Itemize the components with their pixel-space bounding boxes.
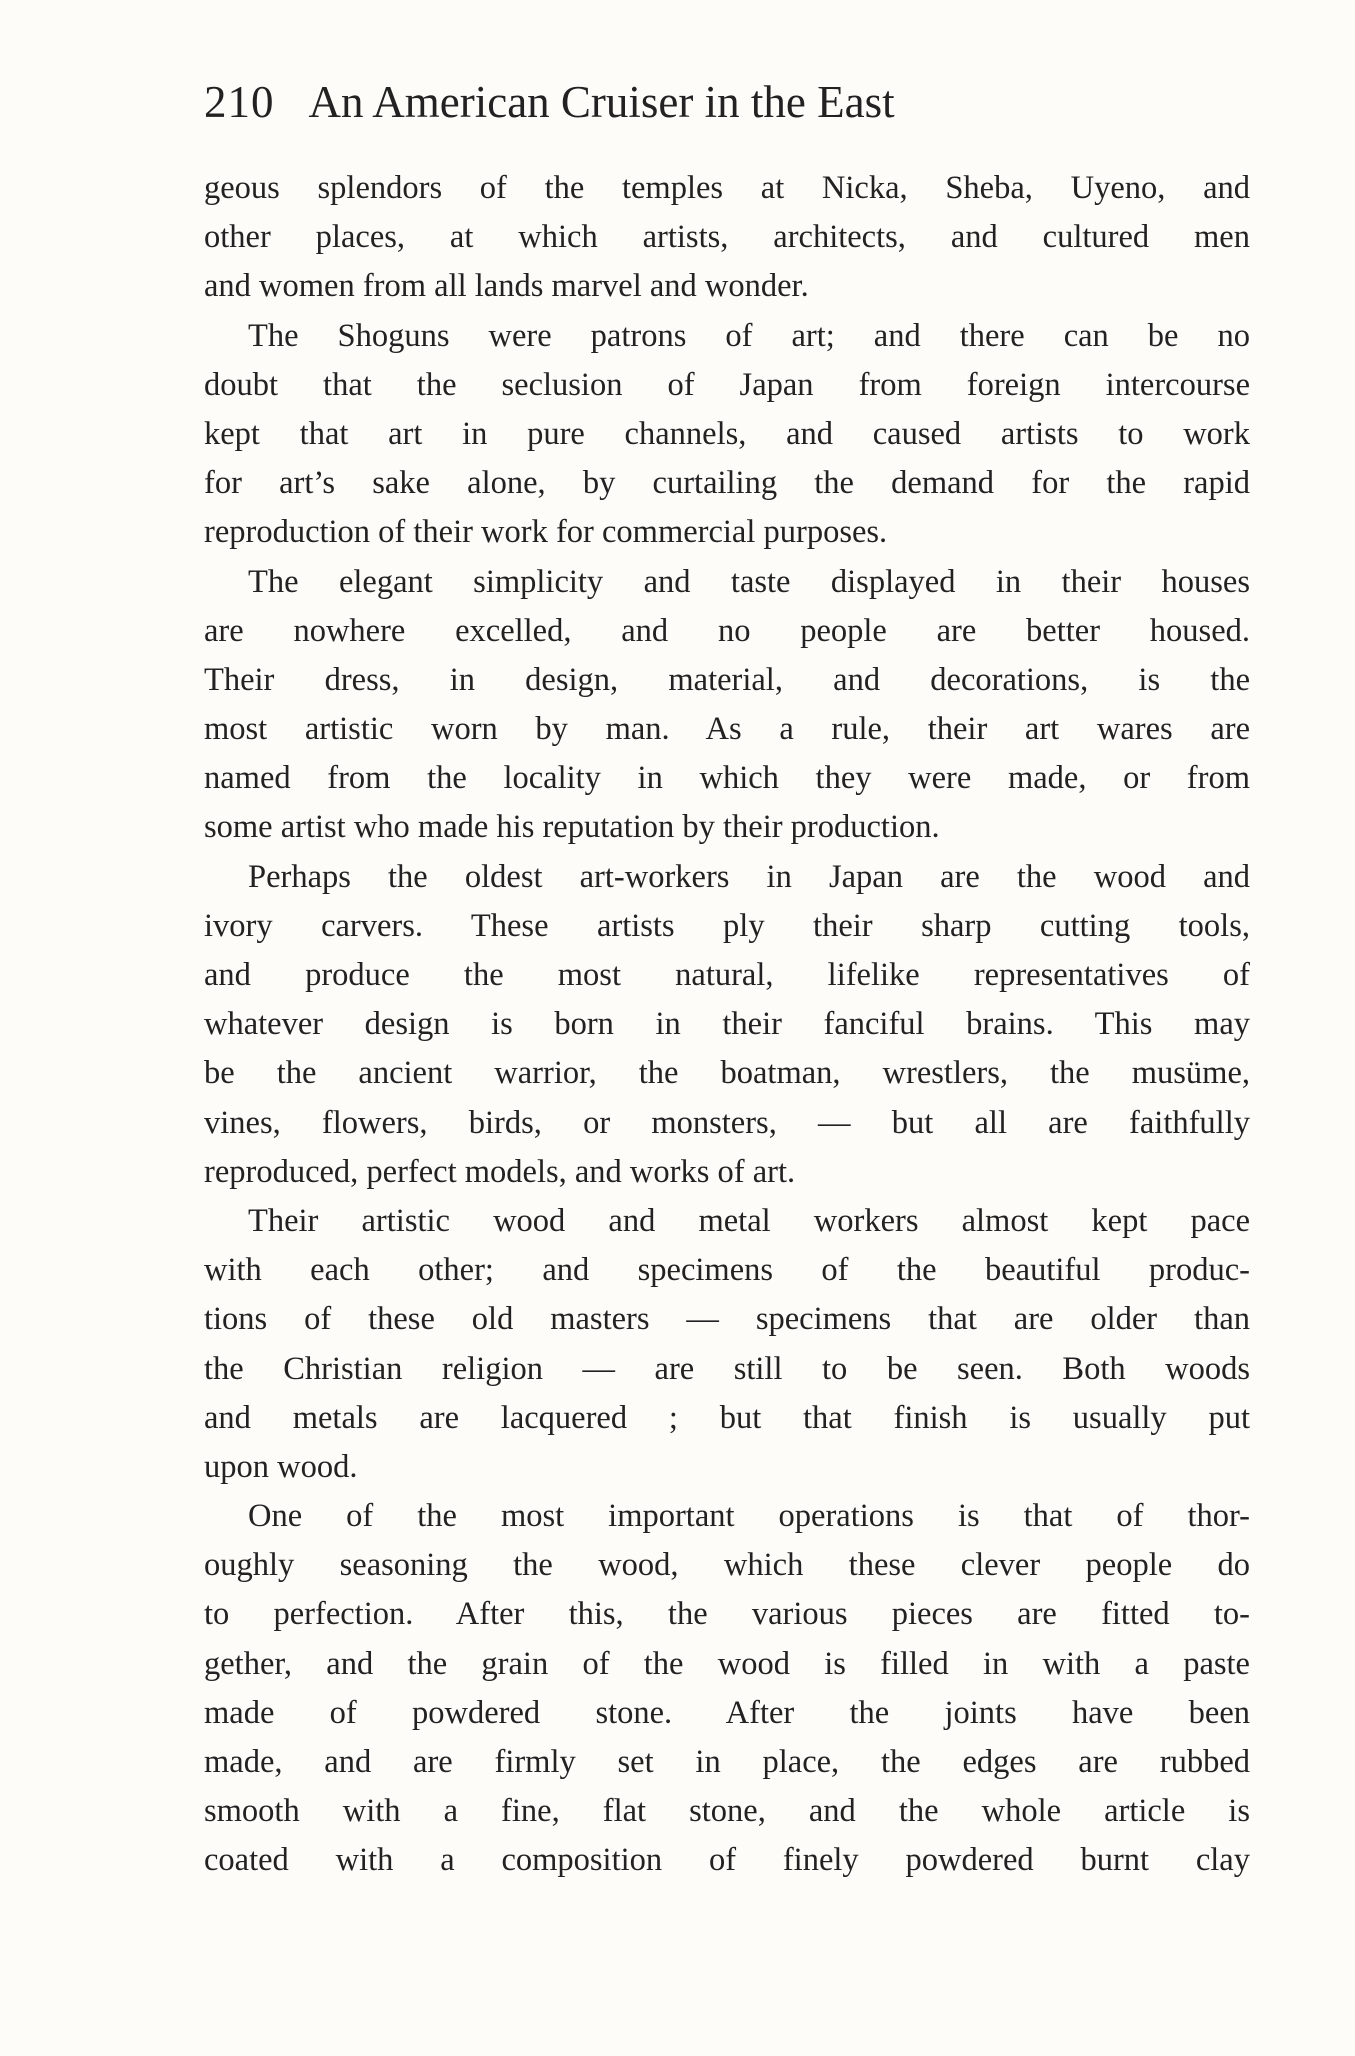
text-line: The elegant simplicity and taste displayed in their houses	[248, 563, 1250, 600]
text-line: and women from all lands marvel and wonder.	[204, 268, 809, 305]
text-line: made of powdered stone. After the joints have been	[204, 1694, 1250, 1731]
text-line: some artist who made his reputation by their production.	[204, 809, 940, 846]
text-line: made, and are firmly set in place, the edges are rubbed	[204, 1744, 1250, 1780]
text-line: oughly seasoning the wood, which these clever people do	[204, 1547, 1250, 1584]
text-line: Their dress, in design, material, and decorations, is the	[204, 661, 1250, 698]
text-line: doubt that the seclusion of Japan from foreign intercourse	[204, 366, 1250, 403]
text-line: with each other; and specimens of the beautiful produc-	[204, 1252, 1250, 1289]
page-number: 210	[204, 77, 275, 127]
running-header	[204, 72, 1204, 132]
text-line: and produce the most natural, lifelike representatives of	[204, 957, 1250, 993]
body-text	[204, 164, 1250, 1886]
text-line: reproduction of their work for commercial purposes.	[204, 514, 888, 551]
text-line: Their artistic wood and metal workers almost kept pace	[248, 1202, 1250, 1239]
text-line: whatever design is born in their fanciful brains. This may	[204, 1006, 1250, 1043]
text-line: other places, at which artists, architects, and cultured men	[204, 219, 1250, 256]
text-line: be the ancient warrior, the boatman, wrestlers, the musüme,	[204, 1055, 1250, 1092]
text-line: smooth with a fine, flat stone, and the whole article is	[204, 1793, 1250, 1830]
text-line: The Shoguns were patrons of art; and there can be no	[248, 317, 1250, 354]
text-line: kept that art in pure channels, and caused artists to work	[204, 415, 1250, 452]
text-line: One of the most important operations is that of thor-	[248, 1498, 1250, 1535]
text-line: reproduced, perfect models, and works of art.	[204, 1153, 796, 1190]
text-line: the Christian religion — are still to be seen. Both woods	[204, 1350, 1250, 1387]
text-line: most artistic worn by man. As a rule, their art wares are	[204, 711, 1250, 748]
text-line: tions of these old masters — specimens that are older than	[204, 1301, 1250, 1338]
text-line: Perhaps the oldest art-workers in Japan are the wood and	[248, 858, 1250, 895]
running-title: An American Cruiser in the East	[308, 77, 895, 127]
text-line: gether, and the grain of the wood is filled in with a paste	[204, 1645, 1250, 1682]
text-line: named from the locality in which they were made, or from	[204, 760, 1250, 797]
text-line: coated with a composition of finely powdered burnt clay	[204, 1842, 1250, 1879]
text-line: upon wood.	[204, 1448, 358, 1485]
text-line: geous splendors of the temples at Nicka, Sheba, Uyeno, and	[204, 170, 1250, 206]
text-line: and metals are lacquered ; but that finish is usually put	[204, 1399, 1250, 1436]
text-line: to perfection. After this, the various pieces are fitted to-	[204, 1596, 1250, 1633]
text-line: vines, flowers, birds, or monsters, — but all are faithfully	[204, 1104, 1250, 1141]
text-line: are nowhere excelled, and no people are better housed.	[204, 612, 1250, 649]
text-line: ivory carvers. These artists ply their sharp cutting tools,	[204, 907, 1250, 944]
text-line: for art’s sake alone, by curtailing the demand for the rapid	[204, 465, 1250, 502]
